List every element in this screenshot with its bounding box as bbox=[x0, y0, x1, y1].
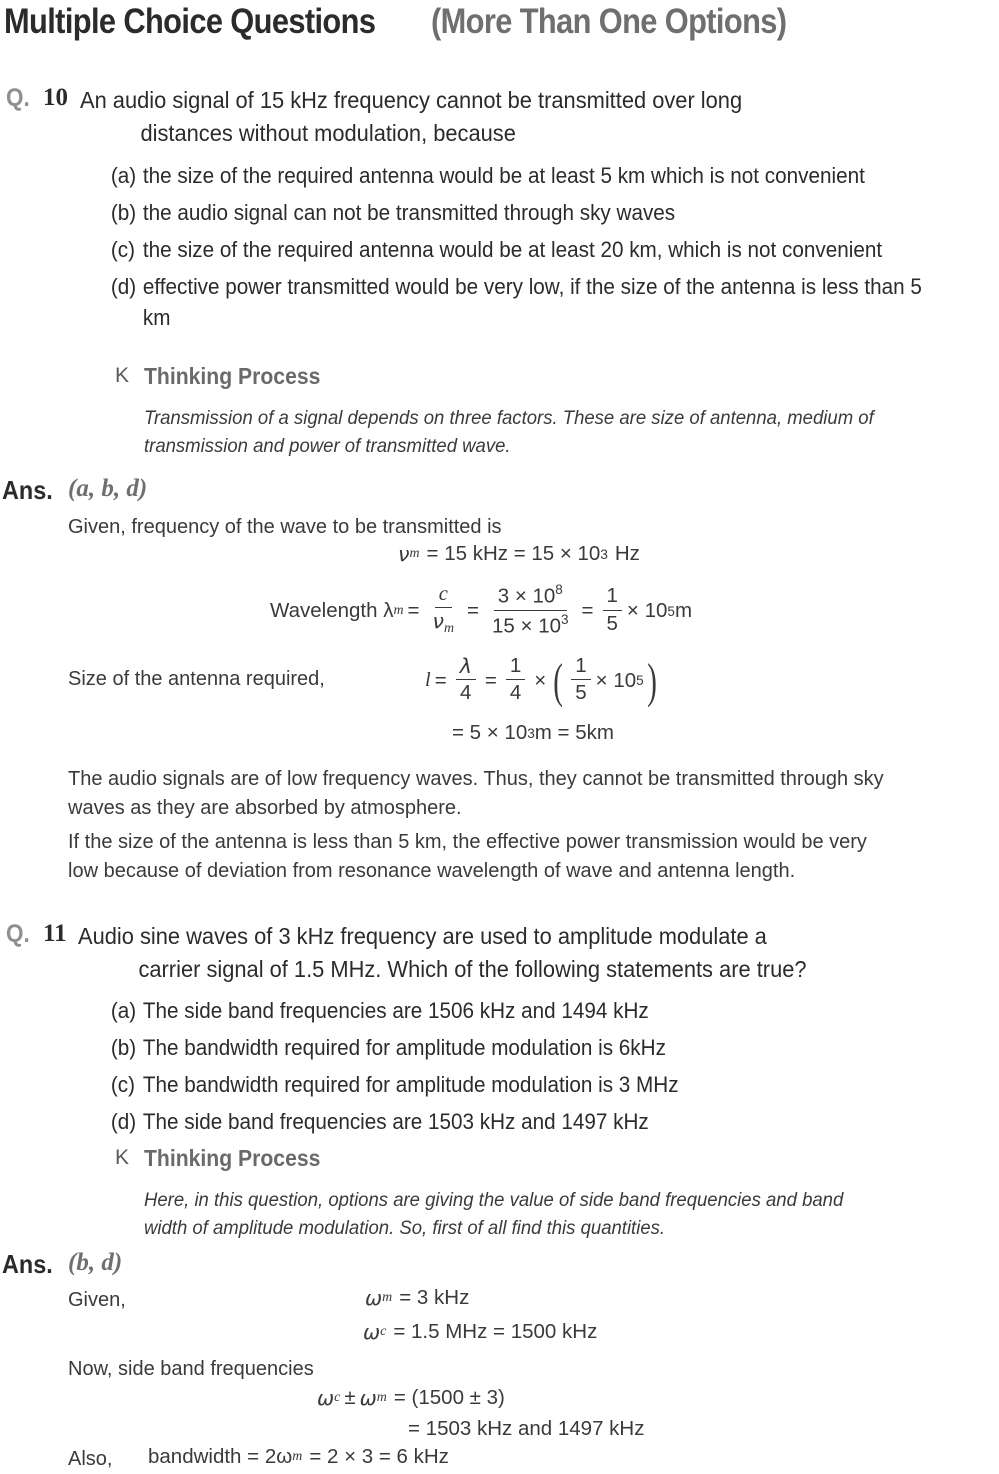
answer-10-equation-4 bbox=[452, 721, 614, 745]
answer-11-now-label: Now, side band frequencies bbox=[68, 1358, 314, 1380]
question-text-line-2: distances without modulation, because bbox=[140, 120, 516, 146]
eq1-variable: ν bbox=[398, 542, 410, 566]
eq11-3-subscript-2: m bbox=[376, 1390, 387, 1405]
option-b-text: the audio signal can not be transmitted through sky waves bbox=[142, 200, 676, 225]
page-title-sub: (More Than One Options) bbox=[430, 2, 787, 41]
eq2-label: Wavelength λ bbox=[270, 599, 394, 623]
eq3-paren-close: ) bbox=[646, 654, 657, 708]
question-text bbox=[80, 84, 999, 150]
eq1-rhs: = 15 kHz = 15 × 10 bbox=[426, 542, 601, 565]
thinking-process-marker-icon: K bbox=[115, 364, 130, 387]
eq11-3-rhs: = (1500 ± 3) bbox=[393, 1386, 505, 1409]
option-11-c-label: (c) bbox=[110, 1072, 136, 1097]
eq11-5-subscript: m bbox=[292, 1449, 303, 1464]
thinking-process-11-line-2: width of amplitude modulation. So, first of all find this quantities. bbox=[144, 1217, 666, 1239]
answer-11-equation-1 bbox=[365, 1286, 469, 1310]
option-c-text: the size of the required antenna would be at least 20 km, which is not convenient bbox=[142, 237, 883, 262]
thinking-process-title: Thinking Process bbox=[144, 363, 321, 389]
question-11-options bbox=[0, 995, 999, 1137]
eq3-fraction-2 bbox=[506, 654, 525, 705]
option-11-d-text: The side band frequencies are 1503 kHz and 1497 kHz bbox=[142, 1109, 649, 1134]
option-11-b[interactable] bbox=[0, 1032, 939, 1063]
option-11-d-label: (d) bbox=[110, 1109, 137, 1134]
answer-11-given-label: Given, bbox=[68, 1289, 126, 1311]
eq3-fraction-3 bbox=[571, 654, 590, 705]
option-a-text: the size of the required antenna would be at least 5 km which is not convenient bbox=[142, 163, 865, 188]
eq3-frac3-numerator: 1 bbox=[571, 654, 590, 680]
question-11-number: 11 bbox=[43, 920, 67, 947]
eq11-5-label: bandwidth = 2ω bbox=[148, 1445, 293, 1468]
eq2-subscript: m bbox=[393, 603, 404, 619]
thinking-process-11-body bbox=[144, 1186, 956, 1242]
eq2-fraction-3 bbox=[603, 584, 622, 635]
question-11-text-line-2: carrier signal of 1.5 MHz. Which of the following statements are true? bbox=[138, 956, 807, 982]
eq1-unit: Hz bbox=[614, 542, 640, 565]
thinking-process-11-header bbox=[0, 1145, 999, 1175]
eq4-lhs: = 5 × 10 bbox=[452, 721, 528, 744]
thinking-process-11 bbox=[0, 1145, 999, 1239]
option-11-a-text: The side band frequencies are 1506 kHz and 1494 kHz bbox=[142, 998, 649, 1023]
option-11-c-text: The bandwidth required for amplitude modulation is 3 MHz bbox=[142, 1072, 679, 1097]
eq2-tail-unit: m bbox=[674, 599, 693, 623]
answer-10-paragraph-1 bbox=[68, 765, 999, 823]
thinking-process-11-title: Thinking Process bbox=[144, 1145, 321, 1171]
eq3-paren-open: ( bbox=[553, 654, 564, 708]
thinking-process-line-1: Transmission of a signal depends on three factors. These are size of antenna, medium of bbox=[144, 407, 874, 429]
eq2-frac1-numerator: c bbox=[435, 582, 452, 608]
eq11-4-rhs: = 1503 kHz and 1497 kHz bbox=[408, 1417, 645, 1440]
eq3-variable: l bbox=[425, 669, 431, 692]
answer-10-equation-1 bbox=[398, 542, 640, 566]
answer-11-equation-4 bbox=[408, 1417, 644, 1441]
question-11-text-line-1: Audio sine waves of 3 kHz frequency are used to amplitude modulate a bbox=[78, 923, 767, 949]
eq11-3-variable-2: ω bbox=[359, 1386, 377, 1410]
thinking-process-body bbox=[144, 404, 956, 460]
thinking-process-header bbox=[0, 363, 999, 393]
answer-11-also-label: Also, bbox=[68, 1448, 113, 1470]
answer-10-paragraph-2 bbox=[68, 828, 999, 886]
option-11-a-label: (a) bbox=[110, 998, 137, 1023]
answer-11-equation-5 bbox=[148, 1445, 449, 1469]
option-b-label: (b) bbox=[110, 200, 137, 225]
answer-11-equation-3 bbox=[317, 1386, 505, 1410]
question-10-options bbox=[0, 160, 999, 333]
question-text-line-1: An audio signal of 15 kHz frequency cannot be transmitted over long bbox=[80, 87, 743, 113]
thinking-process-11-line-1: Here, in this question, options are giving the value of side band frequencies and band bbox=[144, 1189, 844, 1211]
option-11-c[interactable] bbox=[0, 1069, 939, 1100]
question-11-text bbox=[78, 920, 997, 986]
answer-10-given-label: Given, frequency of the wave to be transmitted is bbox=[68, 516, 502, 538]
page-title bbox=[4, 2, 995, 42]
eq3-fraction-1 bbox=[456, 654, 476, 705]
eq1-subscript: m bbox=[409, 546, 420, 561]
eq11-3-subscript-1: c bbox=[334, 1390, 341, 1405]
eq4-exponent: 3 bbox=[527, 725, 535, 741]
eq3-frac2-numerator: 1 bbox=[506, 654, 525, 680]
eq2-fraction-1 bbox=[429, 582, 459, 638]
eq1-exponent: 3 bbox=[600, 546, 608, 562]
eq4-tail: m = 5km bbox=[534, 721, 614, 744]
answer-10-eq3-label: Size of the antenna required, bbox=[68, 668, 325, 690]
option-11-a[interactable] bbox=[0, 995, 939, 1026]
option-c[interactable] bbox=[0, 234, 939, 265]
eq2-frac3-denominator: 5 bbox=[606, 611, 618, 635]
answer-11-options: (b, d) bbox=[68, 1249, 123, 1276]
option-11-b-label: (b) bbox=[110, 1035, 137, 1060]
option-a-label: (a) bbox=[110, 163, 137, 188]
answer-options: (a, b, d) bbox=[68, 475, 148, 502]
answer-10-para1-line2: waves as they are absorbed by atmosphere. bbox=[68, 797, 462, 819]
answer-11-marker: Ans. bbox=[2, 1249, 53, 1279]
answer-11-equation-2 bbox=[363, 1320, 597, 1344]
eq11-1-variable: ω bbox=[365, 1286, 383, 1310]
thinking-process-11-marker-icon: K bbox=[115, 1146, 130, 1169]
option-d-label: (d) bbox=[110, 274, 137, 299]
thinking-process-line-2: transmission and power of transmitted wave. bbox=[144, 435, 511, 457]
answer-marker: Ans. bbox=[2, 475, 53, 505]
eq3-frac3-denominator: 5 bbox=[575, 681, 587, 705]
option-d[interactable] bbox=[0, 271, 939, 333]
eq11-2-subscript: c bbox=[380, 1324, 387, 1339]
question-number: 10 bbox=[43, 84, 68, 111]
eq2-frac2-numerator: $3 \times 10^8$ bbox=[494, 582, 567, 611]
eq2-frac2-denominator: $15 \times 10^3$ bbox=[492, 611, 569, 637]
eq2-tail-exponent: 5 bbox=[667, 603, 675, 619]
eq3-tail: × 10 bbox=[595, 668, 637, 692]
eq3-frac2-denominator: 4 bbox=[509, 681, 522, 705]
option-d-text: effective power transmitted would be very low, if the size of the antenna is less than 5 km bbox=[142, 274, 922, 330]
answer-10-para2-line2: low because of deviation from resonance wavelength of wave and antenna length. bbox=[68, 860, 796, 882]
answer-10-para2-line1: If the size of the antenna is less than 5 km, the effective power transmission would be very bbox=[68, 831, 867, 853]
option-a[interactable] bbox=[0, 160, 939, 191]
answer-10-equation-3: l = $\frac{\lambda}{4}$ = $\frac{1}{4}$ × ( $\frac{1}{5}$ × 10 5 ) bbox=[425, 654, 657, 708]
thinking-process-10 bbox=[0, 363, 999, 457]
eq11-1-subscript: m bbox=[382, 1290, 393, 1305]
question-marker: Q. bbox=[6, 84, 30, 112]
option-b[interactable] bbox=[0, 197, 939, 228]
option-c-label: (c) bbox=[110, 237, 136, 262]
eq11-2-variable: ω bbox=[363, 1320, 381, 1344]
eq2-frac1-denominator: $\nu_m$ bbox=[432, 609, 455, 637]
eq2-frac3-numerator: 1 bbox=[603, 584, 622, 610]
eq11-2-rhs: = 1.5 MHz = 1500 kHz bbox=[393, 1320, 598, 1343]
eq11-5-rhs: = 2 × 3 = 6 kHz bbox=[309, 1445, 449, 1468]
eq2-fraction-2 bbox=[488, 582, 573, 638]
answer-10-equation-2: Wavelength λ m = $\frac{c}{\nu_m}$ = $\frac{3 \times 10^8}{15 \times 10^3}$ = $\frac{1}{5}$ × 10 5 m bbox=[270, 582, 693, 637]
eq3-frac1-numerator: λ bbox=[456, 654, 476, 680]
eq3-tail-exponent: 5 bbox=[636, 673, 644, 689]
option-11-d[interactable] bbox=[0, 1106, 939, 1137]
eq11-3-variable-1: ω bbox=[317, 1386, 335, 1410]
option-11-b-text: The bandwidth required for amplitude modulation is 6kHz bbox=[142, 1035, 666, 1060]
eq11-3-plusminus: ± bbox=[344, 1386, 356, 1409]
answer-10-para1-line1: The audio signals are of low frequency waves. Thus, they cannot be transmitted through sky bbox=[68, 768, 884, 790]
page-title-main: Multiple Choice Questions bbox=[4, 2, 376, 41]
eq11-1-rhs: = 3 kHz bbox=[399, 1286, 470, 1309]
question-11-marker: Q. bbox=[6, 920, 30, 948]
eq2-tail: × 10 bbox=[626, 599, 668, 623]
eq3-frac1-denominator: 4 bbox=[460, 681, 472, 705]
